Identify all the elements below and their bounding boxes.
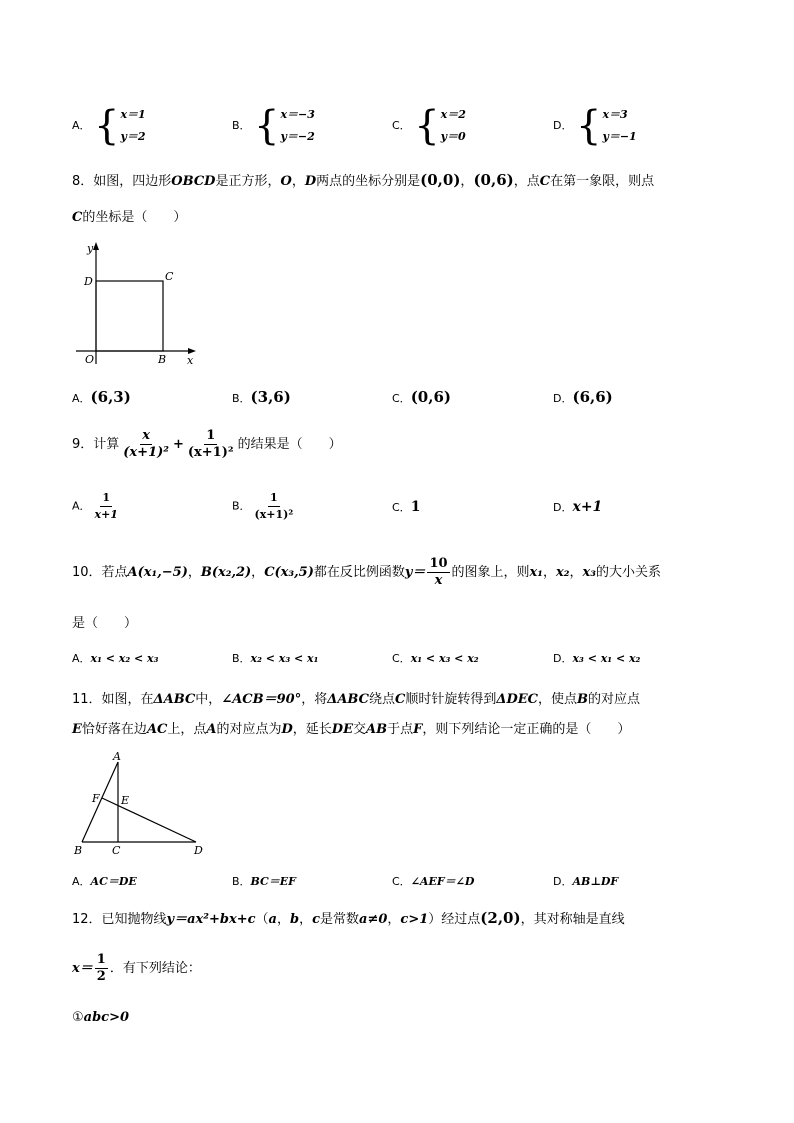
q8-option-b[interactable] xyxy=(232,388,291,406)
brace-icon: { xyxy=(94,103,120,149)
q8-option-d[interactable] xyxy=(553,388,613,406)
option-label: D． xyxy=(553,501,573,514)
text: 10．若点 xyxy=(72,565,128,580)
q8-option-a[interactable] xyxy=(72,388,131,406)
option-value: (3,6) xyxy=(250,388,291,406)
numerator: x xyxy=(142,428,150,443)
fraction xyxy=(186,428,236,461)
q7-option-c[interactable] xyxy=(392,104,466,148)
option-value: BC＝EF xyxy=(250,875,296,888)
label-y: y xyxy=(87,242,94,255)
option-label: D． xyxy=(553,875,573,888)
math: AC xyxy=(146,722,168,737)
denominator: (x+1)² xyxy=(187,445,234,460)
equation: y＝2 xyxy=(120,130,146,143)
math: ΔABC xyxy=(327,692,369,707)
q12-stem-line2 xyxy=(72,952,201,985)
math: b xyxy=(289,912,300,927)
q11-triangle-figure xyxy=(72,750,212,860)
option-value: 1 xyxy=(410,499,421,515)
q7-option-a[interactable] xyxy=(72,104,146,148)
option-label: C． xyxy=(392,652,411,665)
text: ， xyxy=(299,912,313,927)
q9-option-c[interactable] xyxy=(392,499,420,515)
text: 顺时针旋转得到 xyxy=(405,692,497,707)
text: ， xyxy=(276,912,290,927)
math: O xyxy=(280,174,292,189)
option-value: x₁ < x₃ < x₂ xyxy=(410,652,479,665)
text: ， xyxy=(187,565,201,580)
text: 两点的坐标分别是 xyxy=(316,174,421,189)
numerator: 10 xyxy=(429,556,448,571)
math: c xyxy=(312,912,321,927)
math: B xyxy=(577,692,589,707)
text: ， xyxy=(460,174,474,189)
text: ， xyxy=(569,565,583,580)
option-label: B． xyxy=(232,652,251,665)
label-D: D xyxy=(194,844,203,857)
option-value: ∠AEF＝∠D xyxy=(410,875,475,888)
math: a xyxy=(268,912,277,927)
text: ， xyxy=(387,912,401,927)
option-label: C． xyxy=(392,501,411,514)
equation: y＝−2 xyxy=(280,130,315,143)
denominator: (x+1)² xyxy=(254,508,294,521)
math: DE xyxy=(331,722,353,737)
text: 的对应点为 xyxy=(216,722,282,737)
math: x＝ xyxy=(72,961,93,976)
option-value: x₁ < x₂ < x₃ xyxy=(90,652,159,665)
option-label: A． xyxy=(72,499,91,513)
label-F: F xyxy=(92,792,100,805)
option-value: (0,6) xyxy=(410,388,451,406)
math: y＝ xyxy=(404,565,426,580)
option-label: B． xyxy=(232,875,251,888)
point-a: A(x₁,−5) xyxy=(127,565,188,580)
math: a≠0 xyxy=(359,912,388,927)
option-value: AC＝DE xyxy=(90,875,137,888)
math: abc>0 xyxy=(83,1010,130,1025)
label-O: O xyxy=(85,353,95,366)
equation: x＝−3 xyxy=(280,108,315,121)
q12-stem-line1 xyxy=(72,908,625,927)
text: 是常数 xyxy=(320,912,360,927)
text: 的坐标是（ ） xyxy=(82,210,187,225)
square-OBCD xyxy=(96,281,163,351)
text: 在第一象限，则点 xyxy=(550,174,655,189)
text: 的结果是（ ） xyxy=(237,437,342,452)
option-label: C． xyxy=(392,875,411,888)
numerator: 1 xyxy=(268,490,280,507)
math: x₂ xyxy=(556,565,570,580)
math: ΔABC xyxy=(153,692,196,707)
option-value: x₃ < x₁ < x₂ xyxy=(572,652,641,665)
option-label: D． xyxy=(553,119,573,132)
math: y＝ax²+bx+c xyxy=(166,912,256,927)
equation: x＝2 xyxy=(440,108,466,121)
label-C: C xyxy=(112,844,121,857)
text: 绕点 xyxy=(368,692,395,707)
text: 12．已知抛物线 xyxy=(72,912,167,927)
text: 都在反比例函数 xyxy=(313,565,405,580)
option-label: A． xyxy=(72,652,91,665)
text: ，延长 xyxy=(292,722,332,737)
q7-option-d[interactable] xyxy=(553,104,637,148)
q11-option-a[interactable] xyxy=(72,873,137,889)
q11-stem-line1 xyxy=(72,688,640,707)
math: x₃ xyxy=(582,565,596,580)
text: ， xyxy=(543,565,557,580)
option-label: B． xyxy=(232,119,251,132)
q10-stem-line1 xyxy=(72,556,661,589)
q11-stem-line2 xyxy=(72,718,630,737)
label-D: D xyxy=(84,275,93,288)
text: 于点 xyxy=(387,722,414,737)
text: 的大小关系 xyxy=(595,565,661,580)
math: (0,6) xyxy=(473,171,514,189)
equation: x＝3 xyxy=(602,108,628,121)
option-label: D． xyxy=(553,392,573,405)
math: ∠ACB＝90° xyxy=(221,692,302,707)
text: 是（ ） xyxy=(72,616,138,631)
denominator: 2 xyxy=(96,969,106,984)
y-axis-arrow-icon xyxy=(93,242,99,250)
text: 交 xyxy=(352,722,366,737)
q12-conclusion-1 xyxy=(72,1010,129,1025)
option-label: C． xyxy=(392,392,411,405)
math: AB xyxy=(366,722,388,737)
text: ，点 xyxy=(513,174,540,189)
fraction xyxy=(253,490,296,523)
label-A: A xyxy=(113,750,121,763)
option-value: (6,6) xyxy=(572,388,613,406)
numerator: 1 xyxy=(100,490,112,507)
text: 上，点 xyxy=(167,722,207,737)
text: ，则下列结论一定正确的是（ ） xyxy=(422,722,631,737)
math: E xyxy=(72,722,82,737)
numerator: 1 xyxy=(96,952,106,967)
q9-option-a[interactable] xyxy=(72,490,122,523)
text: 9．计算 xyxy=(72,437,120,452)
fraction xyxy=(427,556,449,589)
option-label: A． xyxy=(72,875,91,888)
label-C: C xyxy=(165,270,174,283)
segment-AB xyxy=(82,762,118,842)
q11-option-b[interactable] xyxy=(232,873,296,889)
math: A xyxy=(206,722,217,737)
point-c: C(x₃,5) xyxy=(264,565,314,580)
text: 8．如图，四边形 xyxy=(72,174,172,189)
q10-option-a[interactable] xyxy=(72,650,158,666)
option-value: (6,3) xyxy=(90,388,131,406)
text: （ xyxy=(255,912,269,927)
q10-option-d[interactable] xyxy=(553,650,640,666)
option-label: C． xyxy=(392,119,411,132)
text: 的对应点 xyxy=(588,692,641,707)
math: OBCD xyxy=(171,174,216,189)
q9-option-b[interactable] xyxy=(232,490,297,523)
q9-option-d[interactable] xyxy=(553,499,602,515)
option-value: x₂ < x₃ < x₁ xyxy=(250,652,319,665)
text: 的图象上，则 xyxy=(451,565,530,580)
q10-option-b[interactable] xyxy=(232,650,318,666)
q7-option-b[interactable] xyxy=(232,104,315,148)
equation: x＝1 xyxy=(120,108,146,121)
math: c>1 xyxy=(400,912,429,927)
text: 是正方形， xyxy=(215,174,281,189)
option-label: A． xyxy=(72,119,91,132)
q10-option-c[interactable] xyxy=(392,650,479,666)
q11-option-d[interactable] xyxy=(553,873,618,889)
math: x₁ xyxy=(529,565,543,580)
option-label: B． xyxy=(232,499,251,513)
label-x: x xyxy=(187,354,194,367)
text: ）经过点 xyxy=(428,912,481,927)
option-value: AB⊥DF xyxy=(572,875,619,888)
option-label: B． xyxy=(232,392,251,405)
denominator: (x+1)² xyxy=(123,445,169,460)
label-B: B xyxy=(74,844,83,857)
math: C xyxy=(72,210,83,225)
q10-stem-line2 xyxy=(72,612,137,631)
q8-square-figure xyxy=(74,240,204,368)
operator: + xyxy=(172,437,184,452)
option-value: x+1 xyxy=(572,499,603,515)
brace-icon: { xyxy=(254,103,280,149)
math: C xyxy=(539,174,551,189)
text: ，使点 xyxy=(538,692,578,707)
text: 中， xyxy=(195,692,222,707)
brace-icon: { xyxy=(575,103,602,149)
option-label: A． xyxy=(72,392,91,405)
q8-stem-line2 xyxy=(72,206,186,225)
math: D xyxy=(304,174,317,189)
q8-stem-line1 xyxy=(72,170,654,189)
math: D xyxy=(281,722,293,737)
math: (2,0) xyxy=(480,909,521,927)
fraction xyxy=(93,490,120,523)
label-B: B xyxy=(158,353,167,366)
equation: y＝−1 xyxy=(602,130,637,143)
math: C xyxy=(395,692,406,707)
denominator: x xyxy=(434,573,443,588)
text: ，将 xyxy=(301,692,328,707)
fraction xyxy=(95,952,108,985)
text: ， xyxy=(291,174,305,189)
text: ．有下列结论： xyxy=(109,961,201,976)
q11-option-c[interactable] xyxy=(392,873,474,889)
denominator: x+1 xyxy=(94,508,118,521)
label-E: E xyxy=(121,794,130,807)
q9-stem xyxy=(72,428,342,461)
text: ， xyxy=(251,565,265,580)
brace-icon: { xyxy=(414,103,440,149)
circled-number: ① xyxy=(72,1010,84,1025)
text: ，其对称轴是直线 xyxy=(520,912,625,927)
segment-FD xyxy=(102,798,196,842)
text: 11．如图，在 xyxy=(72,692,154,707)
numerator: 1 xyxy=(206,428,216,443)
math: (0,0) xyxy=(420,171,461,189)
math: ΔDEC xyxy=(496,692,538,707)
equation: y＝0 xyxy=(440,130,466,143)
text: 恰好落在边 xyxy=(81,722,147,737)
math: F xyxy=(413,722,423,737)
fraction xyxy=(121,428,171,461)
option-label: D． xyxy=(553,652,573,665)
point-b: B(x₂,2) xyxy=(200,565,252,580)
q8-option-c[interactable] xyxy=(392,388,451,406)
